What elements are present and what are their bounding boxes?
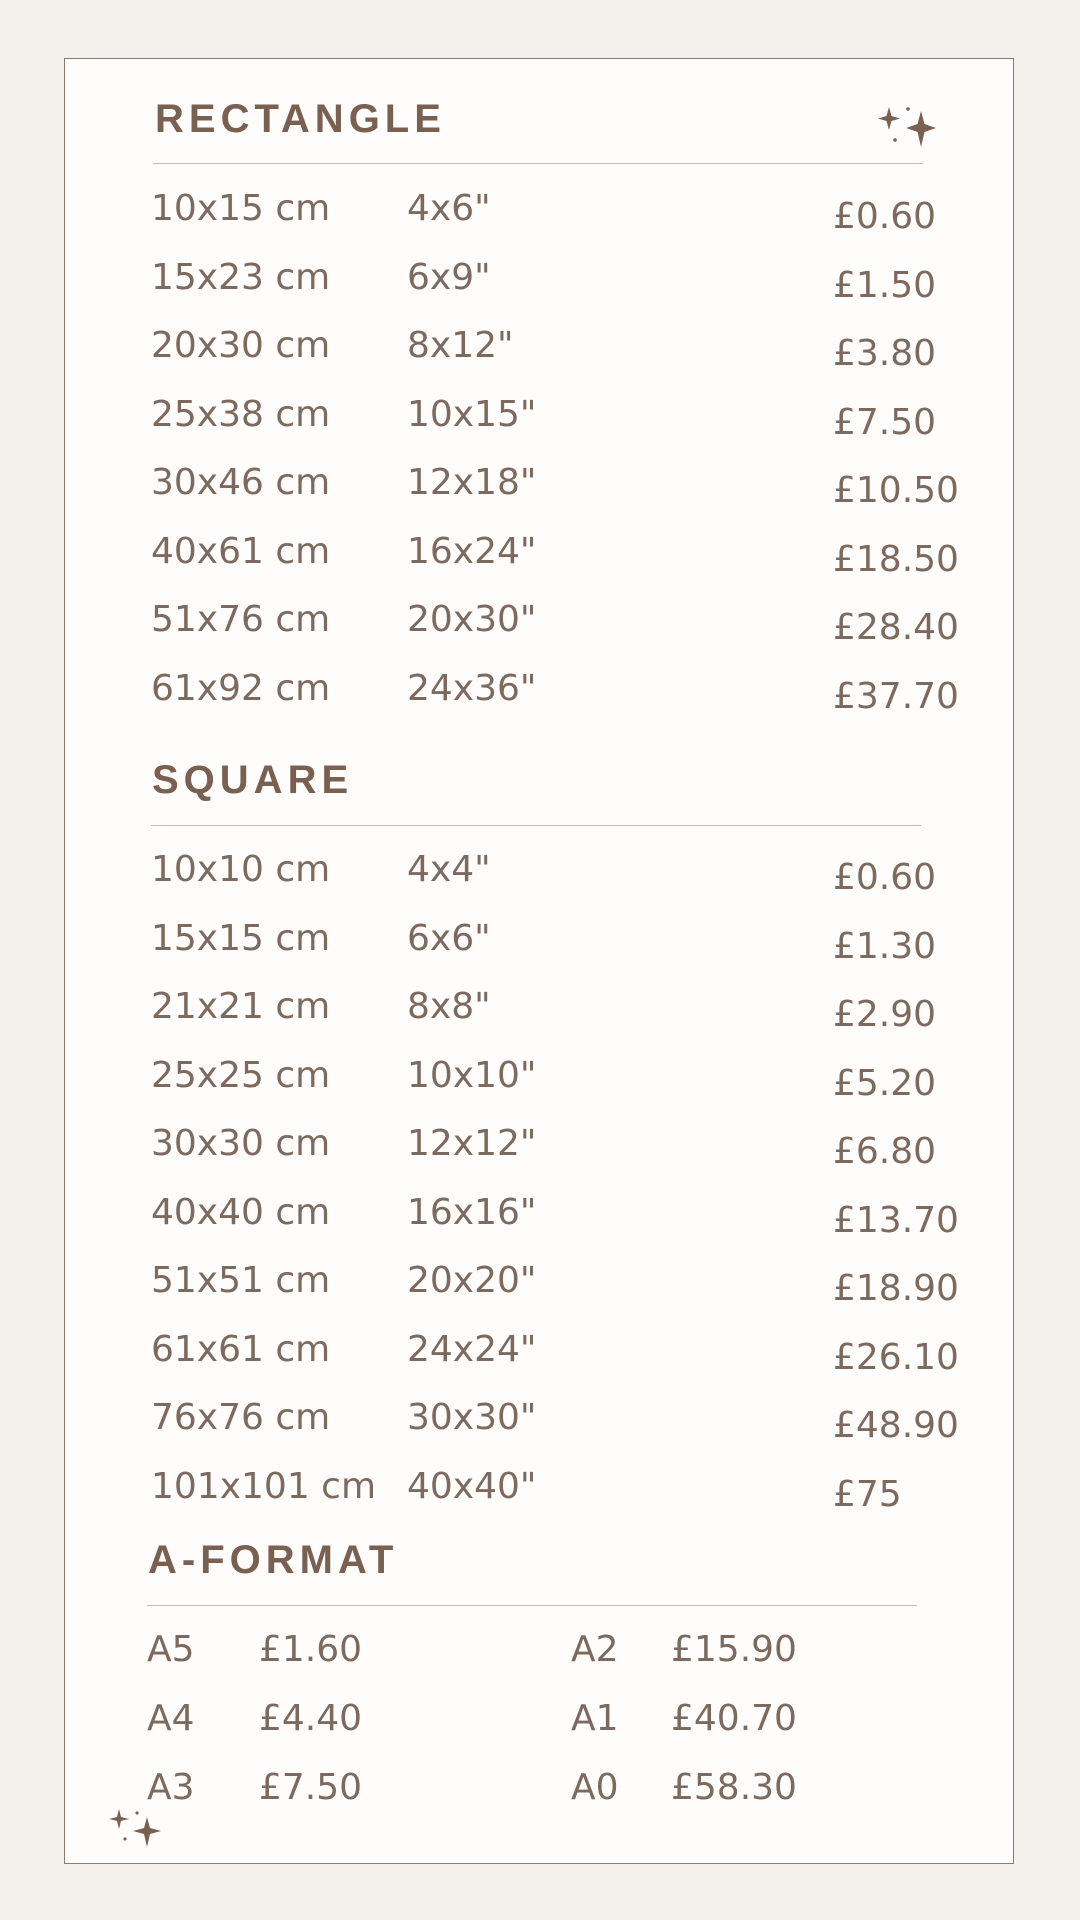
price: £1.50: [833, 265, 937, 306]
size-inch: 8x12": [407, 325, 514, 366]
price: £48.90: [833, 1405, 959, 1446]
price: £37.70: [833, 676, 959, 717]
price: £7.50: [259, 1767, 363, 1808]
size-cm: 76x76 cm: [151, 1397, 331, 1438]
divider-square: [151, 825, 921, 826]
size-inch: 20x20": [407, 1260, 537, 1301]
a-format-price-table: [65, 1629, 1013, 1832]
price: £2.90: [833, 994, 937, 1035]
size-cm: 25x25 cm: [151, 1055, 331, 1096]
size-cm: 10x15 cm: [151, 188, 331, 229]
size-inch: 20x30": [407, 599, 537, 640]
price: £15.90: [671, 1629, 797, 1670]
table-row: [65, 325, 1013, 384]
size-inch: 12x18": [407, 462, 537, 503]
divider-rectangle: [153, 163, 923, 164]
size-inch: 4x6": [407, 188, 491, 229]
size-inch: 24x24": [407, 1329, 537, 1370]
table-row: [65, 1055, 1013, 1114]
price: £1.30: [833, 926, 937, 967]
section-heading-a-format: A-FORMAT: [148, 1538, 399, 1582]
size-cm: 10x10 cm: [151, 849, 331, 890]
rectangle-price-table: [65, 188, 1013, 717]
table-row: [65, 462, 1013, 521]
table-row: [65, 1192, 1013, 1251]
table-row: [65, 1397, 1013, 1456]
size-inch: 6x9": [407, 257, 491, 298]
price-list-card: [64, 58, 1014, 1864]
size-cm: 51x76 cm: [151, 599, 331, 640]
size-cm: 61x92 cm: [151, 668, 331, 709]
size-inch: 8x8": [407, 986, 491, 1027]
size-a: A0: [571, 1767, 619, 1808]
price: £28.40: [833, 607, 959, 648]
table-row: [65, 986, 1013, 1045]
size-inch: 24x36": [407, 668, 537, 709]
price: £18.90: [833, 1268, 959, 1309]
size-inch: 30x30": [407, 1397, 537, 1438]
size-a: A5: [147, 1629, 195, 1670]
size-cm: 21x21 cm: [151, 986, 331, 1027]
table-row: [65, 918, 1013, 977]
size-a: A2: [571, 1629, 619, 1670]
size-inch: 16x24": [407, 531, 537, 572]
size-cm: 15x15 cm: [151, 918, 331, 959]
price: £40.70: [671, 1698, 797, 1739]
table-row: [65, 1767, 1013, 1838]
size-a: A4: [147, 1698, 195, 1739]
size-cm: 20x30 cm: [151, 325, 331, 366]
size-inch: 6x6": [407, 918, 491, 959]
size-inch: 12x12": [407, 1123, 537, 1164]
price: £6.80: [833, 1131, 937, 1172]
sparkle-icon-top: [873, 101, 953, 165]
size-cm: 15x23 cm: [151, 257, 331, 298]
size-inch: 40x40": [407, 1466, 537, 1507]
size-inch: 10x15": [407, 394, 537, 435]
price: £4.40: [259, 1698, 363, 1739]
table-row: [65, 1329, 1013, 1388]
table-row: [65, 394, 1013, 453]
table-row: [65, 1466, 1013, 1525]
price: £10.50: [833, 470, 959, 511]
price: £18.50: [833, 539, 959, 580]
table-row: [65, 188, 1013, 247]
size-cm: 101x101 cm: [151, 1466, 377, 1507]
price: £3.80: [833, 333, 937, 374]
price: £0.60: [833, 857, 937, 898]
price: £58.30: [671, 1767, 797, 1808]
table-row: [65, 668, 1013, 727]
table-row: [65, 531, 1013, 590]
price: £5.20: [833, 1063, 937, 1104]
price: £75: [833, 1474, 902, 1515]
size-inch: 10x10": [407, 1055, 537, 1096]
price: £26.10: [833, 1337, 959, 1378]
table-row: [65, 1260, 1013, 1319]
size-cm: 40x40 cm: [151, 1192, 331, 1233]
price: £1.60: [259, 1629, 363, 1670]
size-inch: 4x4": [407, 849, 491, 890]
section-heading-rectangle: RECTANGLE: [155, 97, 446, 141]
table-row: [65, 1629, 1013, 1700]
size-a: A1: [571, 1698, 619, 1739]
size-cm: 30x30 cm: [151, 1123, 331, 1164]
price: £7.50: [833, 402, 937, 443]
sparkle-icon-bottom: [107, 1807, 177, 1863]
size-cm: 61x61 cm: [151, 1329, 331, 1370]
size-cm: 30x46 cm: [151, 462, 331, 503]
table-row: [65, 1698, 1013, 1769]
size-cm: 51x51 cm: [151, 1260, 331, 1301]
section-heading-square: SQUARE: [152, 758, 354, 802]
size-a: A3: [147, 1767, 195, 1808]
square-price-table: [65, 849, 1013, 1515]
table-row: [65, 257, 1013, 316]
size-cm: 25x38 cm: [151, 394, 331, 435]
table-row: [65, 599, 1013, 658]
size-cm: 40x61 cm: [151, 531, 331, 572]
price: £13.70: [833, 1200, 959, 1241]
divider-a-format: [147, 1605, 917, 1606]
table-row: [65, 1123, 1013, 1182]
price: £0.60: [833, 196, 937, 237]
table-row: [65, 849, 1013, 908]
size-inch: 16x16": [407, 1192, 537, 1233]
